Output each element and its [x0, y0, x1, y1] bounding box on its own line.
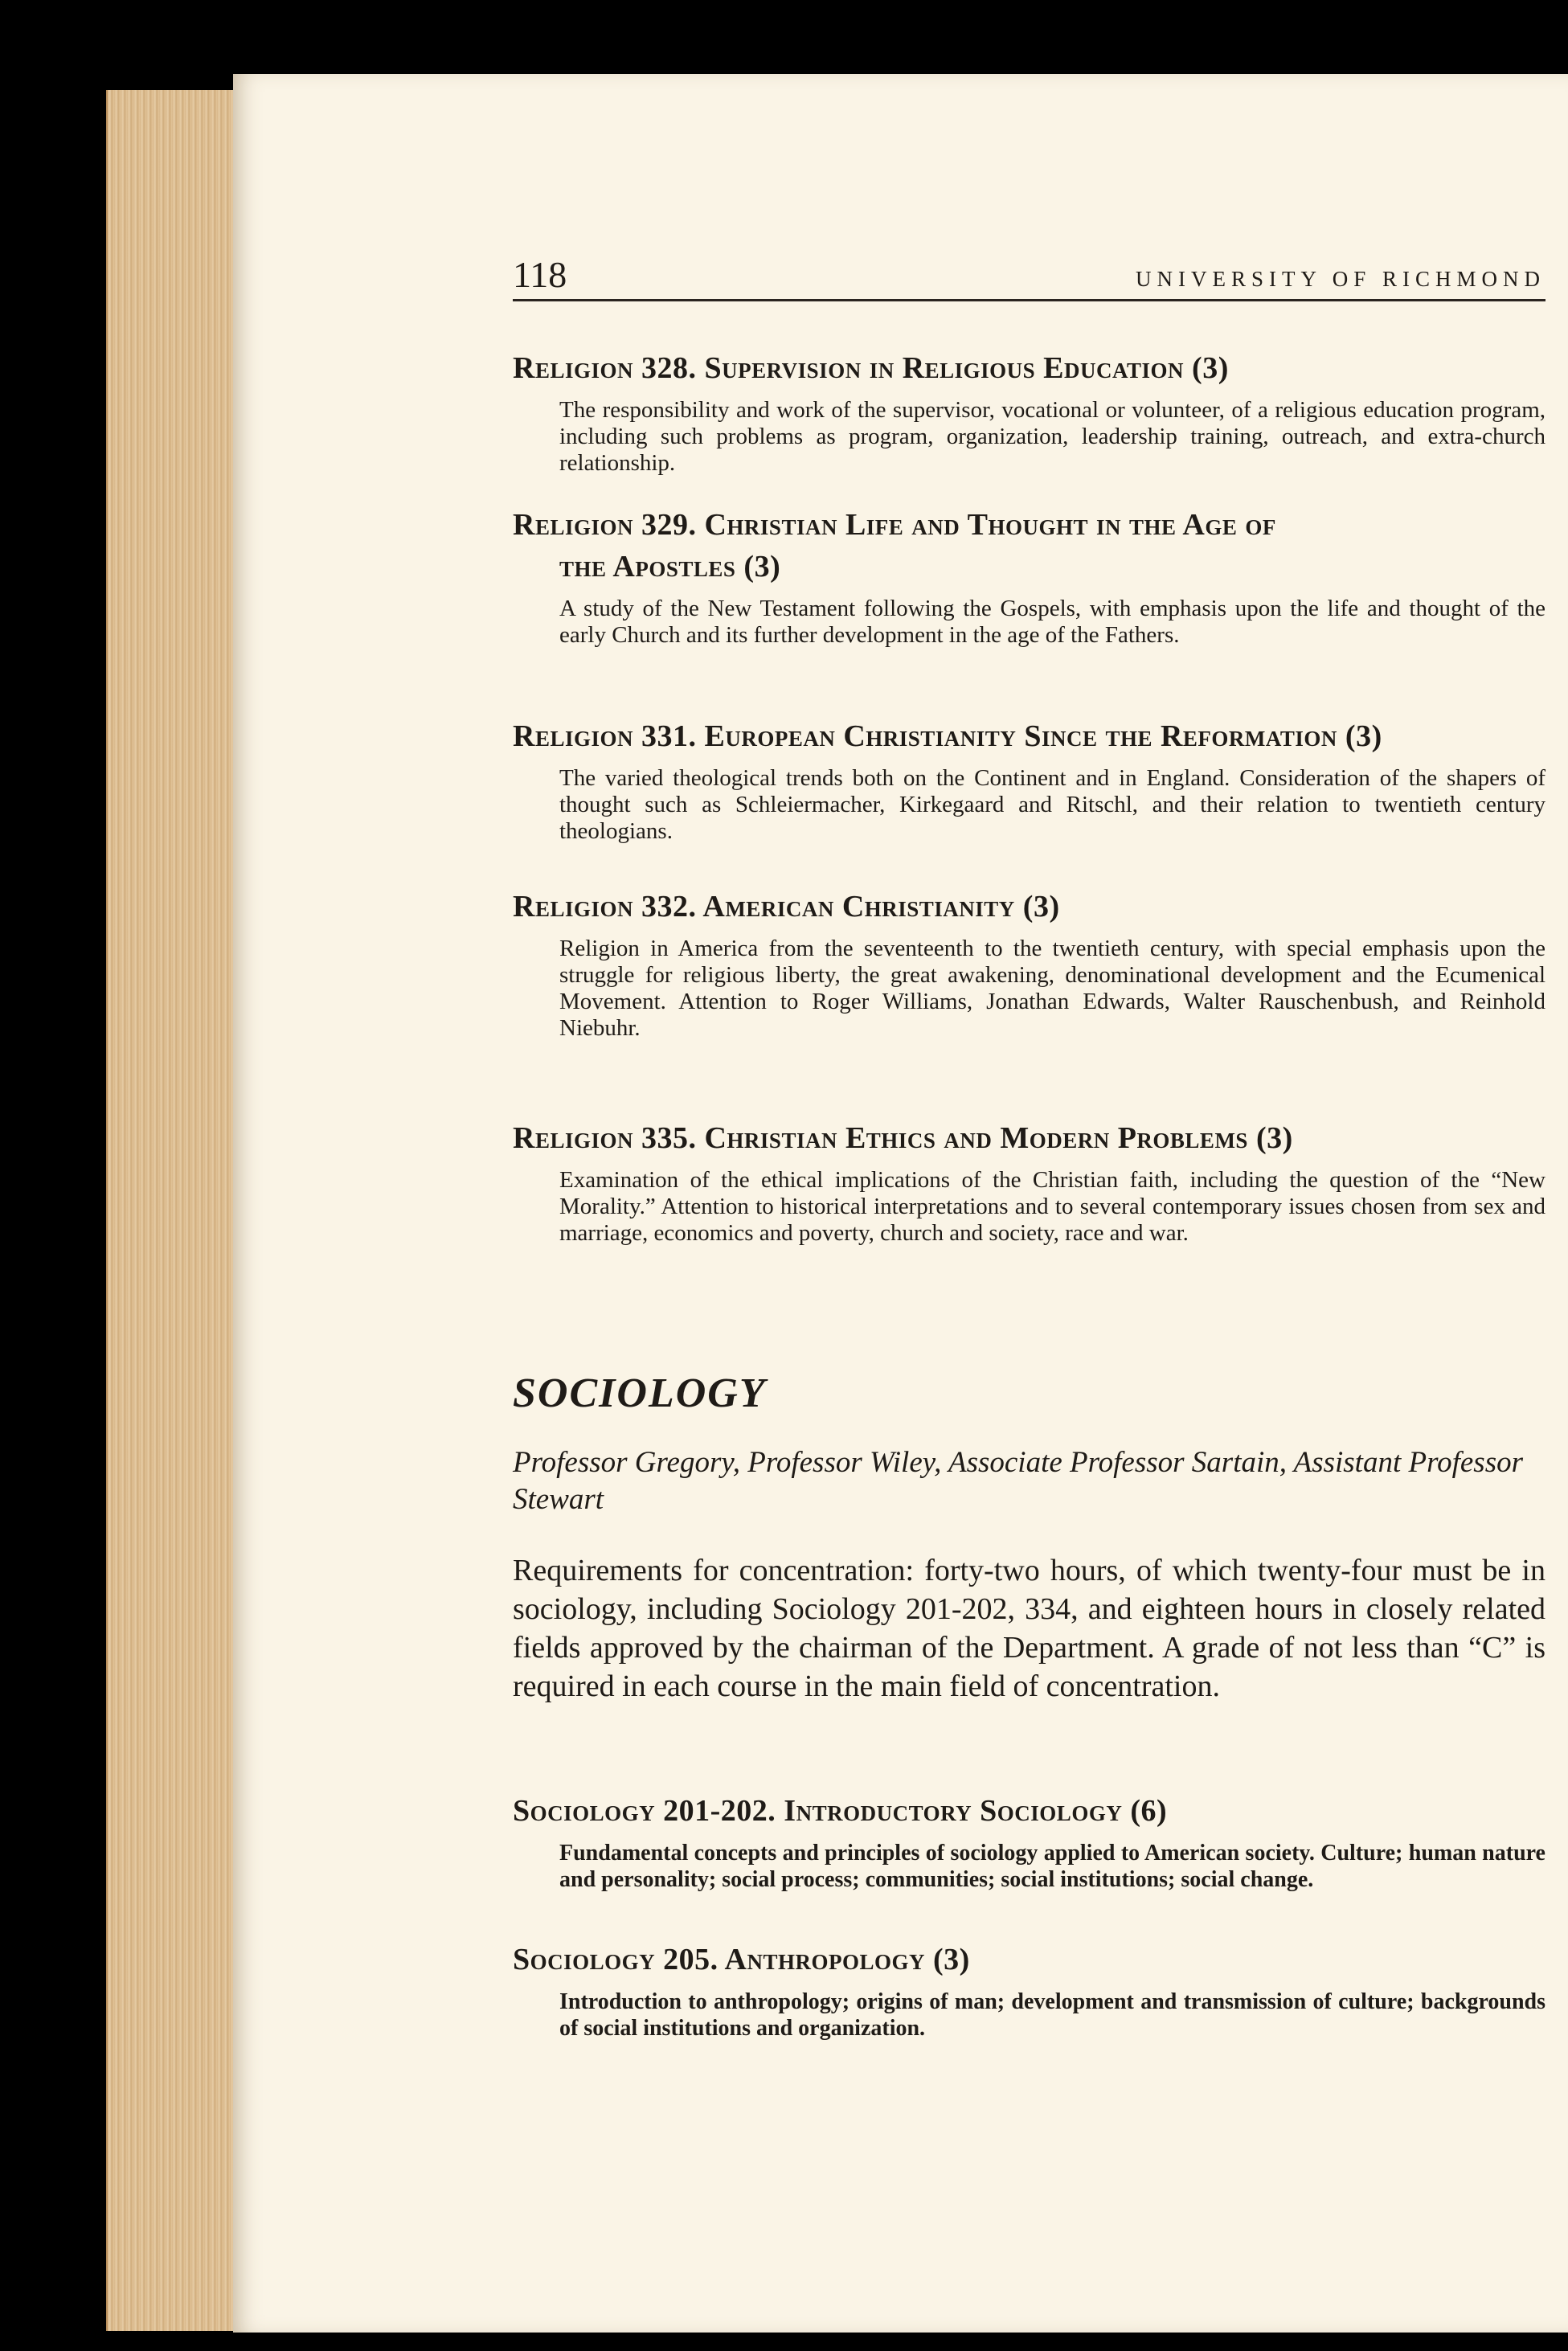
course-description: Religion in America from the seventeenth to the twentieth century, with special emphasis upon the struggle for religious liberty, the great awakening, denominational development and the Ecumenical Movement. Attention to Roger Williams, Jonathan Edwards, Walter Rauschenbush, and Reinhold Niebuhr.: [559, 936, 1545, 1041]
book-page: [233, 74, 1568, 2333]
concentration-requirements: Requirements for concentration: forty-two hours, of which twenty-four must be in sociology, including Sociology 201-202, 334, and eighteen hours in closely related fields approved by the chairman of the Department. A grade of not less than “C” is required in each course in the main field of concentration.: [513, 1554, 1545, 1703]
course-title: Religion 332. American Christianity (3): [513, 890, 1060, 924]
course-entry: [513, 1790, 1545, 1893]
course-entry: [513, 347, 1545, 477]
course-title: Sociology 205. Anthropology (3): [513, 1943, 970, 1976]
course-title-line: the Apostles (3): [559, 550, 781, 584]
course-entry: [513, 886, 1545, 1042]
course-title: Religion 331. European Christianity Since the Reformation (3): [513, 719, 1382, 753]
course-description: The responsibility and work of the supervisor, vocational or volunteer, of a religious education program, including such problems as program, organization, leadership training, outreach, and extra-church relationship.: [559, 397, 1545, 476]
running-header: [513, 251, 1545, 301]
course-description: Fundamental concepts and principles of sociology applied to American society. Culture; human nature and personality; social process; communities; social institutions; social change.: [559, 1841, 1545, 1892]
faculty-list: Professor Gregory, Professor Wiley, Associate Professor Sartain, Assistant Professor Stewart: [513, 1446, 1524, 1516]
course-entry: [513, 1939, 1545, 2042]
course-description: The varied theological trends both on the Continent and in England. Consideration of the shapers of thought such as Schleiermacher, Kirkegaard and Ritschl, and their relation to twentieth century theologians.: [559, 765, 1545, 844]
course-entry: [513, 504, 1545, 649]
page-number: 118: [513, 254, 567, 295]
course-title-line: Religion 329. Christian Life and Thought in the Age of: [513, 508, 1276, 542]
course-description: Introduction to anthropology; origins of man; development and transmission of culture; backgrounds of social institutions and organization.: [559, 1989, 1545, 2041]
running-title: UNIVERSITY OF RICHMOND: [1135, 267, 1545, 291]
course-title: Sociology 201-202. Introductory Sociology (6): [513, 1794, 1168, 1828]
course-description: Examination of the ethical implications of the Christian faith, including the question of the “New Morality.” Attention to historical interpretations and to several contemporary issues chosen from sex and marriage, economics and poverty, church and society, race and war.: [559, 1167, 1545, 1246]
course-title: Religion 335. Christian Ethics and Modern Problems (3): [513, 1121, 1293, 1155]
course-title: [513, 504, 1545, 588]
course-description: A study of the New Testament following the Gospels, with emphasis upon the life and thought of the early Church and its further development in the age of the Fathers.: [559, 596, 1545, 648]
book-page-edges: [106, 90, 244, 2331]
course-entry: [513, 715, 1545, 845]
section-heading: SOCIOLOGY: [513, 1370, 767, 1416]
course-entry: [513, 1117, 1545, 1247]
course-title: Religion 328. Supervision in Religious Education (3): [513, 351, 1229, 385]
